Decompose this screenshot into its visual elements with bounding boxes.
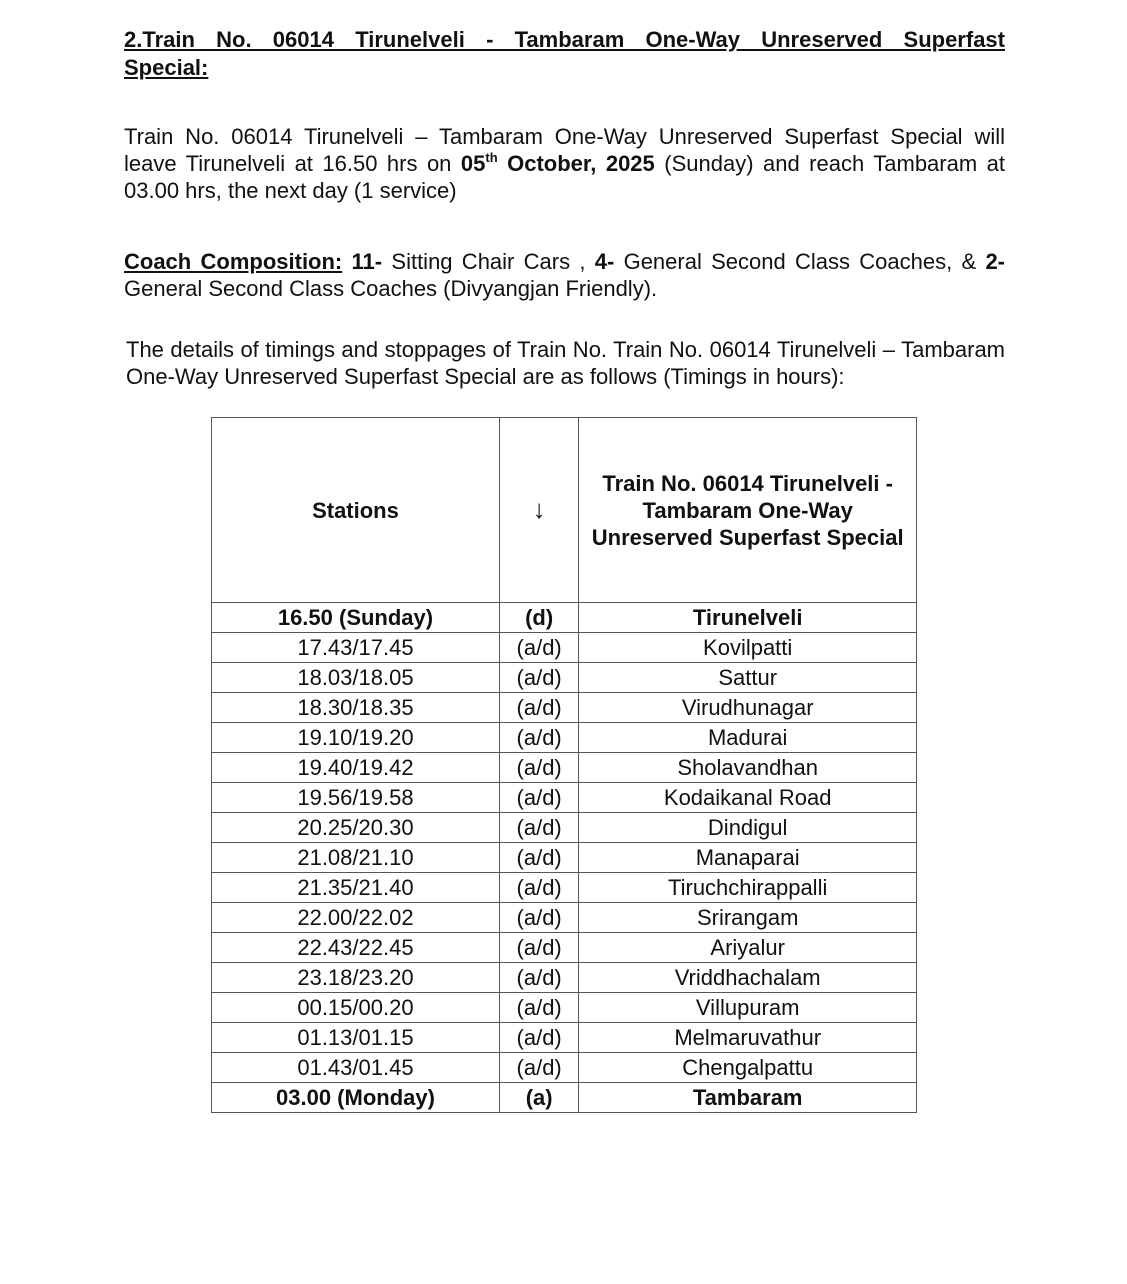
station-cell: Sattur	[579, 663, 917, 693]
arrival-departure-cell: (d)	[499, 603, 578, 633]
timings-table	[211, 417, 917, 1113]
down-arrow-icon: ↓	[532, 494, 546, 524]
time-cell: 22.43/22.45	[212, 933, 500, 963]
table-row	[212, 813, 917, 843]
arrival-departure-cell: (a/d)	[499, 1023, 578, 1053]
chair-car-count: 11-	[342, 249, 383, 274]
time-cell: 20.25/20.30	[212, 813, 500, 843]
arrival-departure-cell: (a/d)	[499, 843, 578, 873]
coach-composition-paragraph	[124, 248, 1005, 302]
divyangjan-coach-text: General Second Class Coaches (Divyangjan Friendly).	[124, 276, 658, 301]
date-ordinal: th	[485, 150, 498, 165]
table-row	[212, 633, 917, 663]
time-cell: 19.56/19.58	[212, 783, 500, 813]
schedule-paragraph	[124, 123, 1005, 204]
station-cell: Tambaram	[579, 1083, 917, 1113]
station-cell: Kodaikanal Road	[579, 783, 917, 813]
table-body	[212, 603, 917, 1113]
station-cell: Melmaruvathur	[579, 1023, 917, 1053]
timings-intro-paragraph: The details of timings and stoppages of Train No. Train No. 06014 Tirunelveli – Tambaram One-Way Unreserved Superfast Special are as follows (Timings in hours):	[126, 337, 1005, 389]
time-cell: 03.00 (Monday)	[212, 1083, 500, 1113]
table-row	[212, 963, 917, 993]
station-cell: Tiruchchirappalli	[579, 873, 917, 903]
header-direction	[499, 418, 578, 603]
time-cell: 16.50 (Sunday)	[212, 603, 500, 633]
arrival-departure-cell: (a/d)	[499, 993, 578, 1023]
chair-car-text: Sitting Chair Cars ,	[382, 249, 595, 274]
table-row	[212, 933, 917, 963]
station-cell: Manaparai	[579, 843, 917, 873]
schedule-text-part1: Train No. 06014 Tirunelveli – Tambaram One-Way Unreserved Superfast Special will leave Tirunelveli at 16.50 hrs on	[124, 124, 1005, 176]
arrival-departure-cell: (a/d)	[499, 663, 578, 693]
general-coach-count: 4-	[594, 249, 615, 274]
arrival-departure-cell: (a/d)	[499, 753, 578, 783]
arrival-departure-cell: (a/d)	[499, 723, 578, 753]
station-cell: Dindigul	[579, 813, 917, 843]
arrival-departure-cell: (a/d)	[499, 783, 578, 813]
arrival-departure-cell: (a/d)	[499, 903, 578, 933]
station-cell: Ariyalur	[579, 933, 917, 963]
station-cell: Srirangam	[579, 903, 917, 933]
time-cell: 01.43/01.45	[212, 1053, 500, 1083]
time-cell: 23.18/23.20	[212, 963, 500, 993]
time-cell: 00.15/00.20	[212, 993, 500, 1023]
time-cell: 18.03/18.05	[212, 663, 500, 693]
table-row	[212, 693, 917, 723]
time-cell: 17.43/17.45	[212, 633, 500, 663]
coach-composition-label: Coach Composition:	[124, 249, 343, 274]
table-row	[212, 1053, 917, 1083]
table-row	[212, 1083, 917, 1113]
table-row	[212, 753, 917, 783]
table-row	[212, 993, 917, 1023]
time-cell: 19.10/19.20	[212, 723, 500, 753]
arrival-departure-cell: (a/d)	[499, 873, 578, 903]
table-row	[212, 663, 917, 693]
time-cell: 01.13/01.15	[212, 1023, 500, 1053]
schedule-text-part2: (Sunday) and reach Tambaram at 03.00 hrs, the next day (1 service)	[124, 151, 1005, 203]
general-coach-text: General Second Class Coaches, &	[614, 249, 986, 274]
time-cell: 22.00/22.02	[212, 903, 500, 933]
time-cell: 18.30/18.35	[212, 693, 500, 723]
table-row	[212, 873, 917, 903]
station-cell: Madurai	[579, 723, 917, 753]
section-heading: 2.Train No. 06014 Tirunelveli - Tambaram One-Way Unreserved Superfast Special:	[124, 27, 1005, 80]
arrival-departure-cell: (a/d)	[499, 633, 578, 663]
arrival-departure-cell: (a/d)	[499, 963, 578, 993]
table-row	[212, 723, 917, 753]
table-row	[212, 843, 917, 873]
arrival-departure-cell: (a/d)	[499, 933, 578, 963]
station-cell: Chengalpattu	[579, 1053, 917, 1083]
arrival-departure-cell: (a/d)	[499, 693, 578, 723]
table-row	[212, 1023, 917, 1053]
station-cell: Kovilpatti	[579, 633, 917, 663]
departure-date-day: 05	[460, 151, 486, 176]
departure-date-rest: October, 2025	[497, 151, 655, 176]
station-cell: Tirunelveli	[579, 603, 917, 633]
station-cell: Villupuram	[579, 993, 917, 1023]
table-header-row	[212, 418, 917, 603]
time-cell: 21.35/21.40	[212, 873, 500, 903]
station-cell: Virudhunagar	[579, 693, 917, 723]
time-cell: 19.40/19.42	[212, 753, 500, 783]
time-cell: 21.08/21.10	[212, 843, 500, 873]
header-stations: Stations	[212, 418, 500, 603]
station-cell: Sholavandhan	[579, 753, 917, 783]
table-row	[212, 903, 917, 933]
station-cell: Vriddhachalam	[579, 963, 917, 993]
arrival-departure-cell: (a/d)	[499, 1053, 578, 1083]
table-row	[212, 603, 917, 633]
header-train: Train No. 06014 Tirunelveli - Tambaram One-Way Unreserved Superfast Special	[579, 418, 917, 603]
arrival-departure-cell: (a/d)	[499, 813, 578, 843]
divyangjan-coach-count: 2-	[985, 249, 1005, 274]
table-row	[212, 783, 917, 813]
arrival-departure-cell: (a)	[499, 1083, 578, 1113]
